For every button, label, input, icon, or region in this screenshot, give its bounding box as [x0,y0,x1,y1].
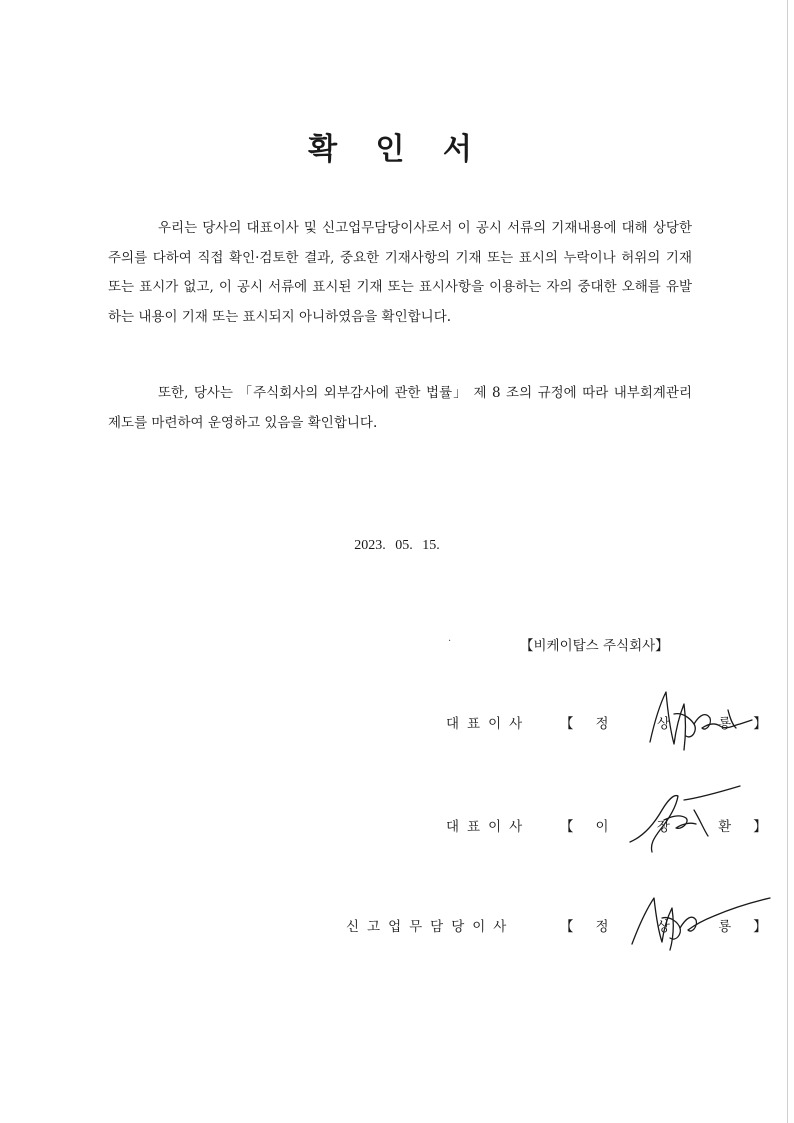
document-date: 2023. 05. 15. [354,538,440,553]
signature-3 [624,884,774,954]
signatory-role-2: 대표이사 [446,819,531,835]
signature-2 [624,780,744,860]
signatory-role-1: 대표이사 [446,716,531,732]
signatory-name-1: 【정 상 룡】 [560,716,789,732]
internal-control-paragraph: 또한, 당사는 「주식회사의 외부감사에 관한 법률」 제 8 조의 규정에 따라 내부회계관리 제도를 마련하여 운영하고 있음을 확인합니다. [108,385,692,431]
document-title: 확 인 서 [308,132,486,167]
stray-mark: · [448,636,452,647]
signatory-role-3: 신고업무담당이사 [346,919,515,935]
company-name: 【비케이탑스 주식회사】 [520,638,669,654]
confirmation-paragraph: 우리는 당사의 대표이사 및 신고업무담당이사로서 이 공시 서류의 기재내용에 대해 상당한 주의를 다하여 직접 확인·검토한 결과, 중요한 기재사항의 기재 또는 표시의 누락이나 허위의 기재 또는 표시가 없고, 이 공시 서류에 표시된 기재 또는 표시사항을 이용하는 자의 중대한 오해를 유발하는 내용이 기재 또는 표시되지 아니하였음을 확인합니다. [108,220,692,325]
signatory-name-3: 【정 상 룡】 [560,919,789,935]
page-edge-line [787,0,788,1123]
signatory-name-2: 【이 장 환】 [560,819,789,835]
signature-1 [640,684,760,754]
